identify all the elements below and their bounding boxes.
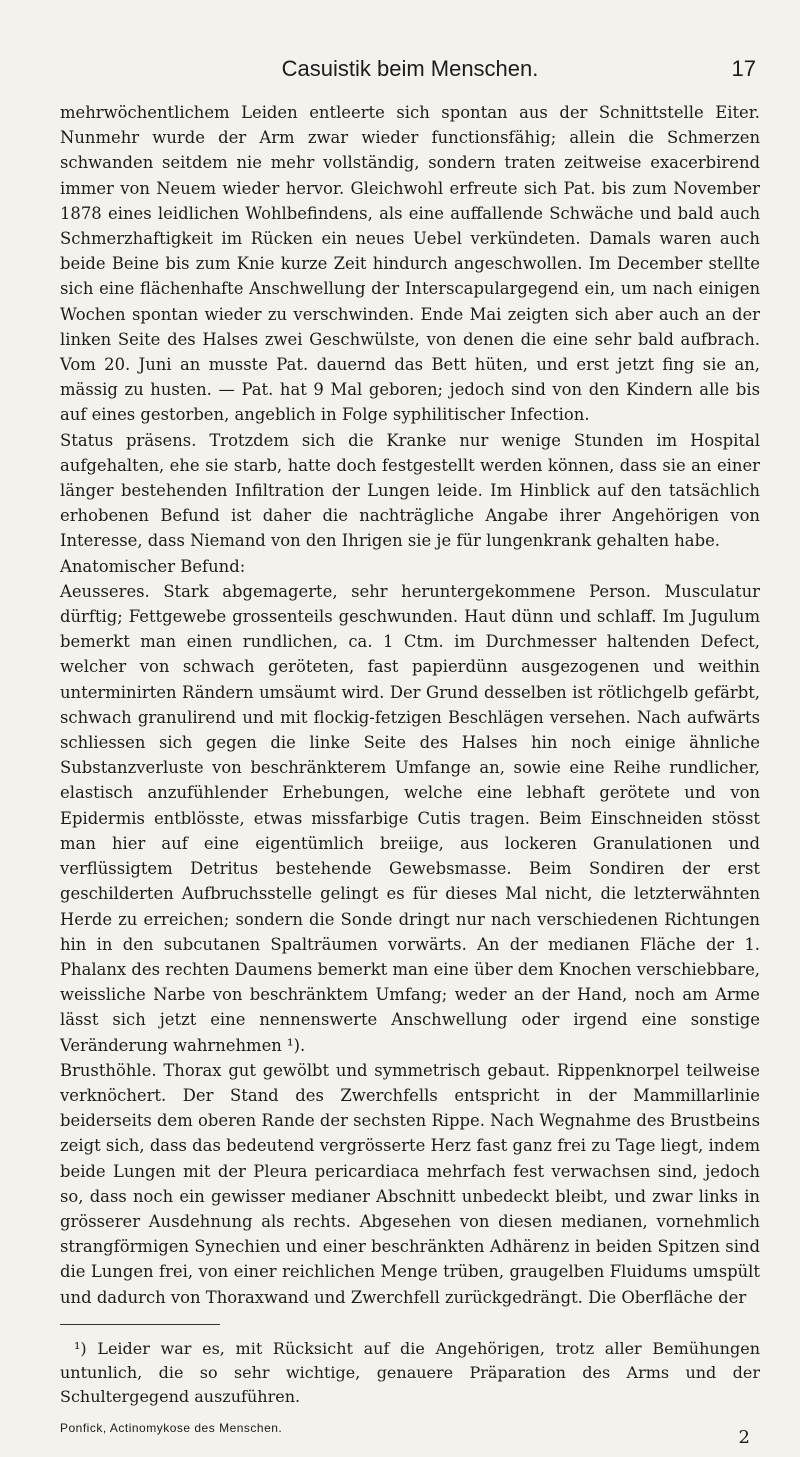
page bbox=[60, 56, 760, 1457]
paragraph-status-praesens: Status präsens. Trotzdem sich die Kranke nur wenige Stunden im Hospital aufgehalten, ehe sie starb, hatte doch festgestellt werden können, dass sie an einer länger bestehenden Infiltration der Lungen leide. Im Hinblick auf den tatsächlich erhobenen Befund ist daher die nachträgliche Angabe ihrer Angehörigen von Interesse, dass Niemand von den Ihrigen sie je für lungenkrank gehalten habe. bbox=[60, 430, 760, 551]
paragraph-brusthoehle: Brusthöhle. Thorax gut gewölbt und symmetrisch gebaut. Rippenknorpel teilweise verknöchert. Der Stand des Zwerchfells entspricht in der Mammillarlinie beiderseits dem oberen Rande der sechsten Rippe. Nach Wegnahme des Brustbeins zeigt sich, dass das bedeutend vergrösserte Herz fast ganz frei zu Tage liegt, indem beide Lungen mit der Pleura pericardiaca mehrfach fest verwachsen sind, jedoch so, dass noch ein gewisser medianer Abschnitt unbedeckt bleibt, und zwar links in grösserer Ausdehnung als rechts. Abgesehen von diesen medianen, vornehmlich strangförmigen Synechien und einer beschränkten Adhärenz in beiden Spitzen sind die Lungen frei, von einer reichlichen Menge trüben, graugelben Fluidums umspült und dadurch von Thoraxwand und Zwerchfell zurückgedrängt. Die Oberfläche der bbox=[60, 1060, 760, 1307]
running-title: Casuistik beim Menschen. bbox=[281, 56, 539, 81]
signature-line bbox=[60, 1417, 760, 1457]
signature-text: Ponfick, Actinomykose des Menschen. bbox=[60, 1420, 283, 1435]
paragraph-aeusseres: Aeusseres. Stark abgemagerte, sehr heruntergekommene Person. Musculatur dürftig; Fettgewebe grossenteils geschwunden. Haut dünn und schlaff. Im Jugulum bemerkt man einen rundlichen, ca. 1 Ctm. im Durchmesser haltenden Defect, welcher von schwach geröteten, fast papierdünn ausgezogenen und weithin unterminirten Rändern umsäumt wird. Der Grund desselben ist rötlichgelb gefärbt, schwach granulirend und mit flockig-fetzigen Beschlägen versehen. Nach aufwärts schliessen sich gegen die linke Seite des Halses hin noch einige ähnliche Substanzverluste von beschränkterem Umfange an, sowie eine Reihe rundlicher, elastisch anzufühlender Erhebungen, welche eine lebhaft gerötete und von Epidermis entblösste, etwas missfarbige Cutis tragen. Beim Einschneiden stösst man hier auf eine eigentümlich breiige, aus lockeren Granulationen und verflüssigtem Detritus bestehende Gewebsmasse. Beim Sondiren der erst geschilderten Aufbruchsstelle gelingt es für dieses Mal nicht, die letzterwähnten Herde zu erreichen; sondern die Sonde dringt nur nach verschiedenen Richtungen hin in den subcutanen Spalträumen vorwärts. An der medianen Fläche der 1. Phalanx des rechten Daumens bemerkt man eine über dem Knochen verschiebbare, weissliche Narbe von beschränktem Umfang; weder an der Hand, noch am Arme lässt sich jetzt eine nennenswerte Anschwellung oder irgend eine sonstige Veränderung wahrnehmen ¹). bbox=[60, 581, 760, 1055]
footnote: ¹) Leider war es, mit Rücksicht auf die Angehörigen, trotz aller Bemühungen untunlich, die so sehr wichtige, genauere Präparation des Arms und der Schultergegend auszuführen. bbox=[60, 1338, 760, 1406]
page-number: 17 bbox=[731, 56, 756, 81]
running-head bbox=[60, 56, 760, 90]
heading-anatomischer-befund: Anatomischer Befund: bbox=[60, 556, 246, 576]
body-text bbox=[60, 100, 760, 1310]
footnote-rule bbox=[60, 1324, 220, 1325]
paragraph-continuation: mehrwöchentlichem Leiden entleerte sich spontan aus der Schnittstelle Eiter. Nunmehr wurde der Arm zwar wieder functionsfähig; allein die Schmerzen schwanden seitdem nie mehr vollständig, sondern traten zeitweise exacerbirend immer von Neuem wieder hervor. Gleichwohl erfreute sich Pat. bis zum November 1878 eines leidlichen Wohlbefindens, als eine auffallende Schwäche und bald auch Schmerzhaftigkeit im Rücken ein neues Uebel verkündeten. Damals waren auch beide Beine bis zum Knie kurze Zeit hindurch angeschwollen. Im December stellte sich eine flächenhafte Anschwellung der Interscapulargegend ein, um nach einigen Wochen spontan wieder zu verschwinden. Ende Mai zeigten sich aber auch an der linken Seite des Halses zwei Geschwülste, von denen die eine sehr bald aufbrach. Vom 20. Juni an musste Pat. dauernd das Bett hüten, und erst jetzt fing sie an, mässig zu husten. — Pat. hat 9 Mal geboren; jedoch sind von den Kindern alle bis auf eines gestorben, angeblich in Folge syphilitischer Infection. bbox=[60, 103, 760, 425]
sheet-number: 2 bbox=[738, 1426, 750, 1448]
